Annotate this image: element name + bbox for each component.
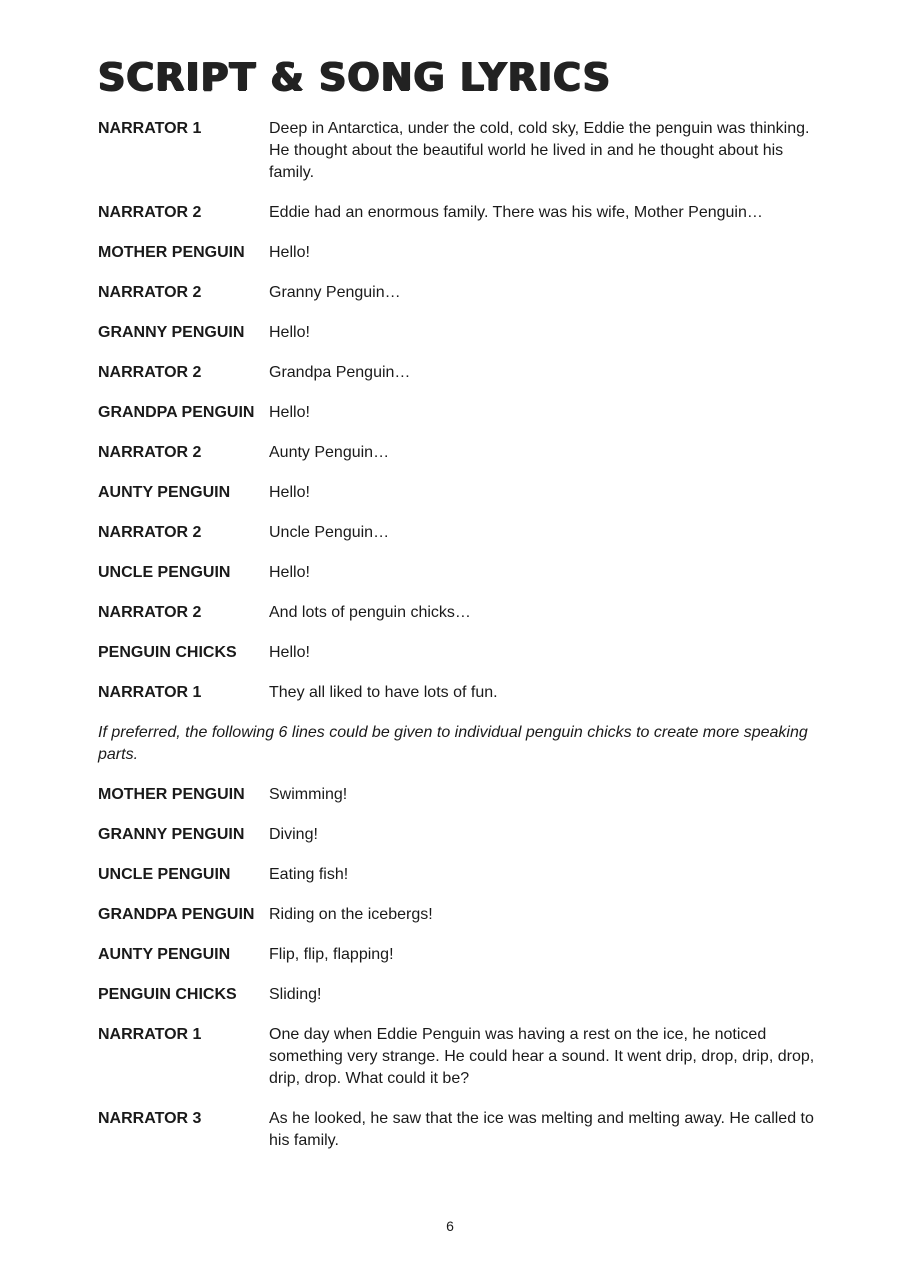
dialogue-text: Sliding! (269, 986, 322, 1003)
script-line (98, 118, 818, 184)
dialogue-text: And lots of penguin chicks… (269, 604, 471, 621)
speaker-name: MOTHER PENGUIN (98, 786, 245, 803)
script-block-1 (98, 118, 818, 704)
dialogue-text: Flip, flip, flapping! (269, 946, 394, 963)
script-line (98, 602, 818, 624)
speaker-name: UNCLE PENGUIN (98, 564, 231, 581)
script-line (98, 824, 818, 846)
speaker-name: AUNTY PENGUIN (98, 946, 231, 963)
speaker-name: GRANDPA PENGUIN (98, 906, 255, 923)
script-line (98, 402, 818, 424)
speaker-name: GRANDPA PENGUIN (98, 404, 255, 421)
speaker-name: AUNTY PENGUIN (98, 484, 231, 501)
page-number: 6 (446, 1218, 454, 1234)
speaker-name: NARRATOR 2 (98, 364, 202, 381)
dialogue-text: Aunty Penguin… (269, 444, 390, 461)
dialogue-text: Deep in Antarctica, under the cold, cold sky, Eddie the penguin was thinking. He thought about the beautiful world he lived in and he thought about his family. (269, 120, 810, 181)
script-line (98, 202, 818, 224)
speaker-name: PENGUIN CHICKS (98, 644, 237, 661)
dialogue-text: One day when Eddie Penguin was having a rest on the ice, he noticed something very strange. He could hear a sound. It went drip, drop, drip, drop, drip, drop. What could it be? (269, 1026, 815, 1087)
dialogue-text: Hello! (269, 244, 310, 261)
speaker-name: PENGUIN CHICKS (98, 986, 237, 1003)
script-block-2 (98, 784, 818, 1152)
dialogue-text: Hello! (269, 404, 310, 421)
script-line (98, 864, 818, 886)
script-line (98, 944, 818, 966)
dialogue-text: Hello! (269, 484, 310, 501)
dialogue-text: Hello! (269, 324, 310, 341)
dialogue-text: Uncle Penguin… (269, 524, 390, 541)
script-line (98, 482, 818, 504)
speaker-name: MOTHER PENGUIN (98, 244, 245, 261)
script-line (98, 682, 818, 704)
script-line (98, 362, 818, 384)
speaker-name: NARRATOR 1 (98, 120, 202, 137)
speaker-name: NARRATOR 2 (98, 204, 202, 221)
speaker-name: NARRATOR 3 (98, 1110, 202, 1127)
script-line (98, 984, 818, 1006)
dialogue-text: Diving! (269, 826, 318, 843)
dialogue-text: Granny Penguin… (269, 284, 401, 301)
page-title: SCRIPT & SONG LYRICS (98, 55, 612, 99)
speaker-name: NARRATOR 2 (98, 604, 202, 621)
script-line (98, 282, 818, 304)
script-line (98, 904, 818, 926)
dialogue-text: Eddie had an enormous family. There was his wife, Mother Penguin… (269, 204, 763, 221)
script-line (98, 322, 818, 344)
dialogue-text: Eating fish! (269, 866, 349, 883)
dialogue-text: Hello! (269, 564, 310, 581)
script-line (98, 642, 818, 664)
speaker-name: GRANNY PENGUIN (98, 826, 245, 843)
speaker-name: GRANNY PENGUIN (98, 324, 245, 341)
speaker-name: NARRATOR 1 (98, 684, 202, 701)
dialogue-text: Hello! (269, 644, 310, 661)
speaker-name: NARRATOR 2 (98, 524, 202, 541)
speaker-name: UNCLE PENGUIN (98, 866, 231, 883)
dialogue-text: Riding on the icebergs! (269, 906, 433, 923)
dialogue-text: Swimming! (269, 786, 348, 803)
dialogue-text: Grandpa Penguin… (269, 364, 411, 381)
script-line (98, 442, 818, 464)
speaker-name: NARRATOR 1 (98, 1026, 202, 1043)
script-line (98, 784, 818, 806)
script-line (98, 242, 818, 264)
script-line (98, 1108, 818, 1152)
dialogue-text: As he looked, he saw that the ice was melting and melting away. He called to his family. (269, 1110, 814, 1149)
script-line (98, 562, 818, 584)
script-line (98, 522, 818, 544)
script-page (98, 56, 818, 1170)
dialogue-text: They all liked to have lots of fun. (269, 684, 498, 701)
speaker-name: NARRATOR 2 (98, 284, 202, 301)
casting-note: If preferred, the following 6 lines could be given to individual penguin chicks to create more speaking parts. (98, 724, 808, 763)
script-line (98, 1024, 818, 1090)
speaker-name: NARRATOR 2 (98, 444, 202, 461)
